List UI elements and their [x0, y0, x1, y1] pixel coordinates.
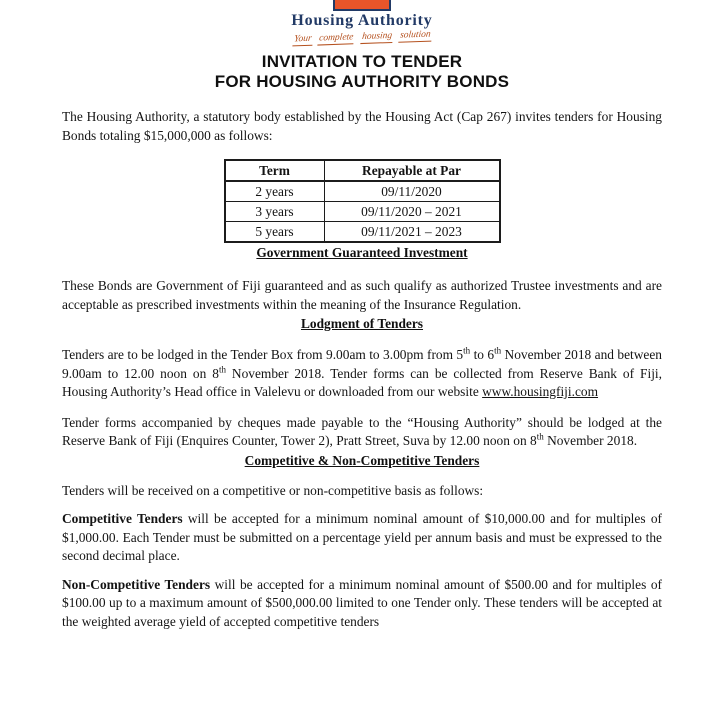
lodgment-paragraph-2 — [62, 414, 662, 451]
non-competitive-text: will be accepted for a minimum nominal amount of $500.00 and for multiples of $100.00 up to a maximum amount of $500,000.00 limited to one Tender only. These tenders will be accepted at the weighted average yield of accepted competitive tenders — [62, 576, 662, 629]
lodgment-text: to 6 — [470, 347, 495, 362]
competitive-text: will be accepted for a minimum nominal amount of $10,000.00 and for multiples of $1,000.00. Each Tender must be submitted on a percentage yield per annum basis and must be expressed to the second decimal place. — [62, 511, 662, 563]
document-title-line1: INVITATION TO TENDER — [261, 52, 463, 71]
document-header — [0, 0, 724, 92]
house-logo-icon — [333, 0, 391, 11]
document-title-line2: FOR HOUSING AUTHORITY BONDS — [214, 72, 510, 91]
non-competitive-paragraph — [62, 576, 662, 632]
website-link[interactable]: www.housingfiji.com — [482, 384, 599, 399]
bond-table-header-row — [225, 160, 500, 181]
ordinal-superscript: th — [463, 345, 471, 356]
tagline-word: complete — [318, 31, 356, 45]
table-row — [225, 202, 500, 222]
document-title — [0, 52, 724, 92]
intro-paragraph: The Housing Authority, a statutory body established by the Housing Act (Cap 267) invites tenders for Housing Bonds totaling $15,000,000 as follows: — [62, 109, 662, 143]
table-row — [225, 181, 500, 202]
repayable-cell: 09/11/2021 – 2023 — [324, 222, 500, 243]
lodgment-text: November 2018. — [543, 433, 638, 448]
term-cell: 3 years — [225, 202, 325, 222]
term-cell: 5 years — [225, 222, 325, 243]
term-column-header: Term — [225, 160, 325, 181]
tagline-word: solution — [398, 29, 432, 43]
competitive-lead: Competitive Tenders — [62, 511, 183, 526]
repayable-column-header: Repayable at Par — [324, 160, 500, 181]
lodgment-text: November 2018. Tender forms can be collected from Reserve Bank of Fiji, Housing Authority’s Head office in Valelevu or downloaded from our website — [62, 365, 662, 399]
table-row — [225, 222, 500, 243]
ordinal-superscript: th — [536, 431, 544, 442]
heading-competitive-tenders: Competitive & Non-Competitive Tenders — [244, 452, 480, 468]
heading-lodgment: Lodgment of Tenders — [300, 316, 424, 331]
ordinal-superscript: th — [218, 364, 226, 375]
ordinal-superscript: th — [494, 345, 502, 356]
repayable-cell: 09/11/2020 – 2021 — [324, 202, 500, 222]
lodgment-paragraph-1 — [62, 346, 662, 402]
guaranteed-paragraph: These Bonds are Government of Fiji guaranteed and as such qualify as authorized Trustee investments and are acceptable as prescribed investments within the meaning of the Insurance Regulation. — [62, 278, 662, 312]
non-competitive-lead: Non-Competitive Tenders — [62, 576, 211, 592]
lodgment-text: November 2018 and between 9.00am to 12.00 noon on 8 — [62, 347, 662, 381]
heading-government-guaranteed: Government Guaranteed Investment — [256, 245, 468, 260]
tenders-intro-paragraph: Tenders will be received on a competitive or non-competitive basis as follows: — [62, 482, 484, 498]
lodgment-text: Tender forms accompanied by cheques made payable to the “Housing Authority” should be lodged at the Reserve Bank of Fiji (Enquires Counter, Tower 2), Pratt Street, Suva by 12.00 noon on 8 — [62, 414, 662, 448]
lodgment-text: Tenders are to be lodged in the Tender Box from 9.00am to 3.00pm from 5 — [62, 347, 464, 362]
competitive-paragraph — [62, 510, 662, 566]
logo-name: Housing Authority — [291, 12, 433, 29]
document-body — [0, 108, 724, 631]
tagline-word: housing — [360, 30, 393, 44]
term-cell: 2 years — [225, 181, 325, 202]
repayable-cell: 09/11/2020 — [324, 181, 500, 202]
bond-table — [224, 159, 501, 243]
tagline-word: Your — [292, 33, 313, 47]
